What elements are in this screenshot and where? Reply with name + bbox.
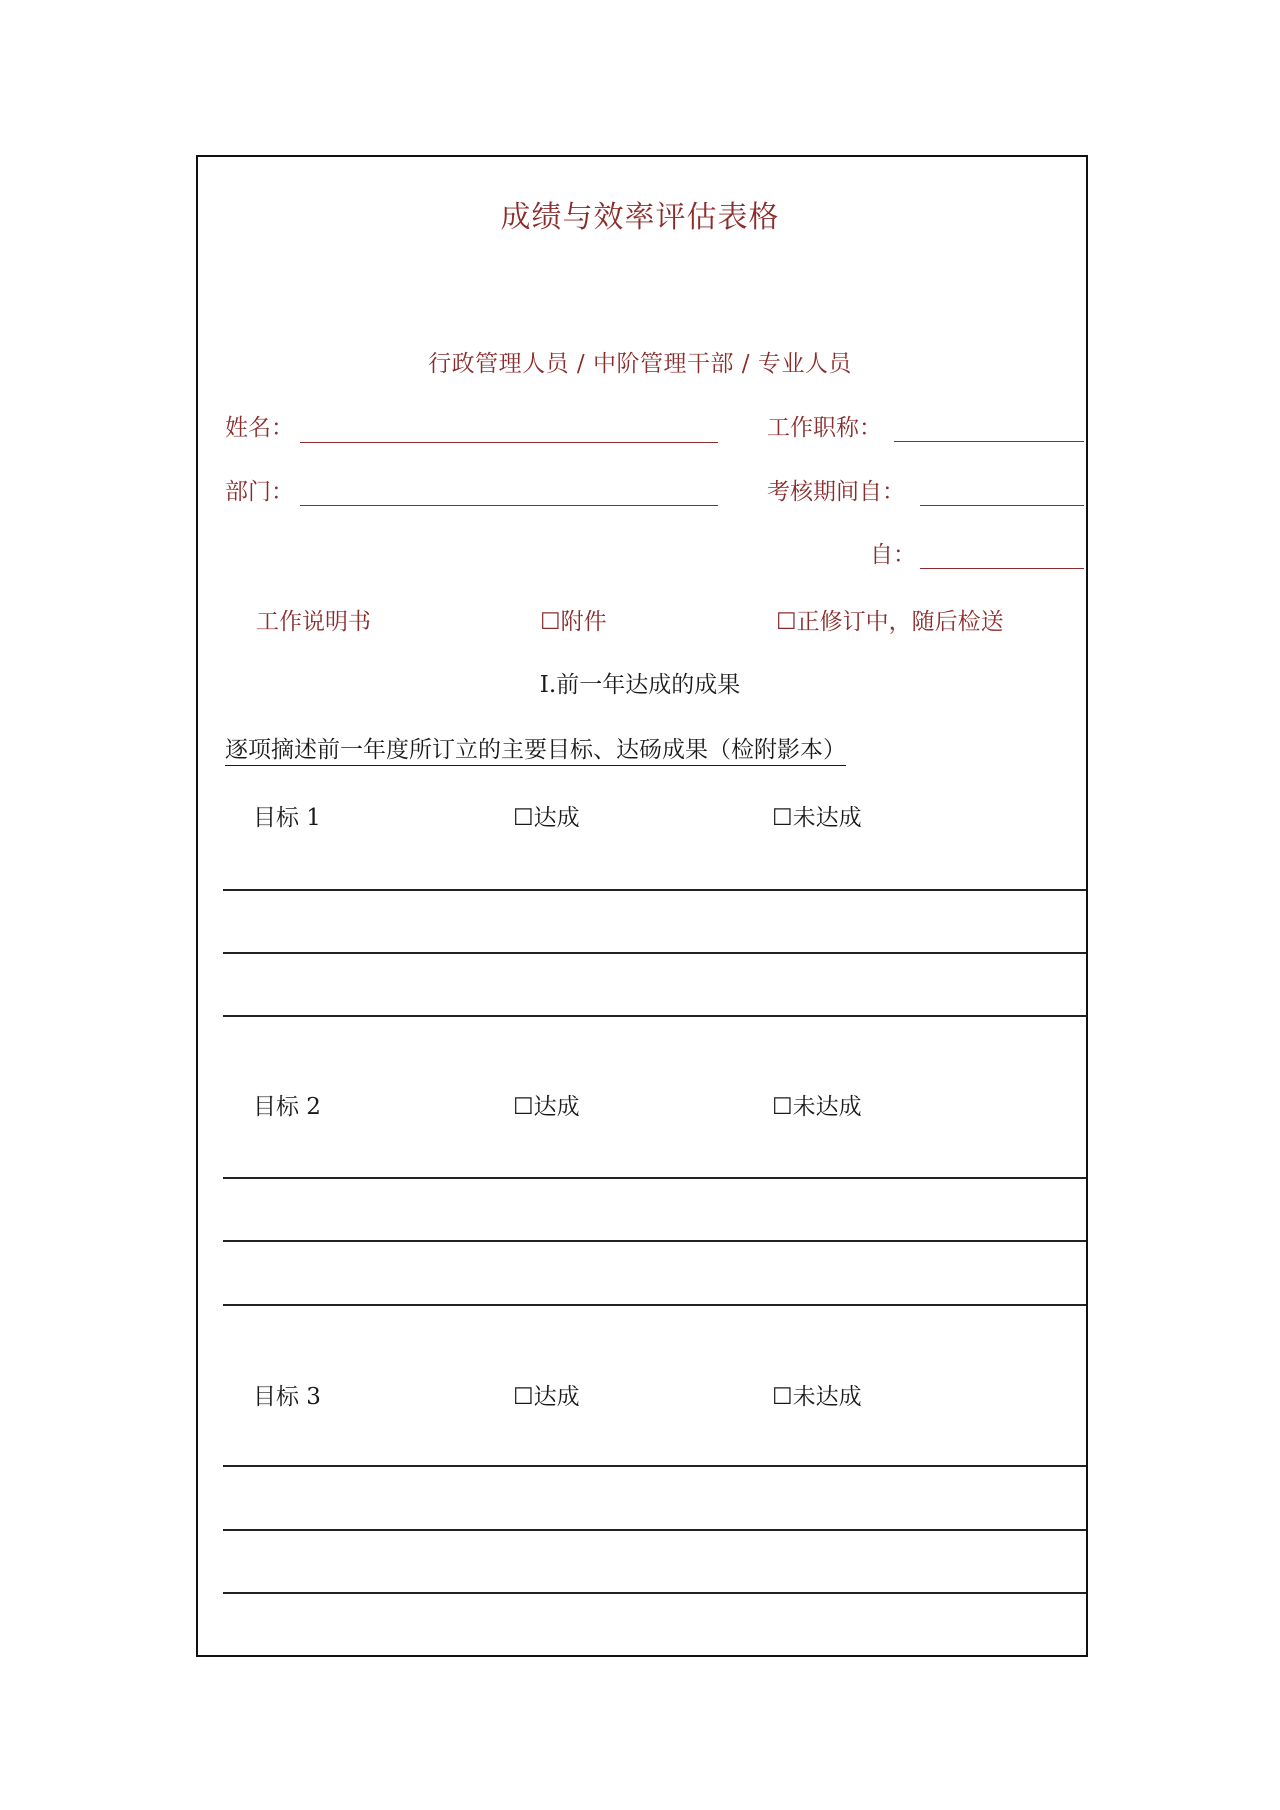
department-field[interactable] xyxy=(300,505,718,506)
attached-label: 附件 xyxy=(560,609,607,635)
goal-2-achieved-option[interactable] xyxy=(513,1092,580,1122)
job-description-label: 工作说明书 xyxy=(256,609,371,635)
goal-3-line-2[interactable] xyxy=(223,1529,1086,1531)
goal-1-line-3[interactable] xyxy=(223,1015,1086,1017)
achieved-label: 达成 xyxy=(533,805,580,831)
revising-option[interactable] xyxy=(776,607,1004,637)
goal-2-label: 目标 2 xyxy=(253,1094,321,1120)
goal-3-achieved-option[interactable] xyxy=(513,1382,580,1412)
goal-3-label: 目标 3 xyxy=(253,1384,321,1410)
period-from-field[interactable] xyxy=(920,505,1084,506)
form-border xyxy=(196,155,1088,1657)
section-heading: Ⅰ.前一年达成的成果 xyxy=(539,672,741,698)
goal-2-line-1[interactable] xyxy=(223,1177,1086,1179)
checkbox-icon[interactable]: ☐ xyxy=(513,805,534,831)
form-title: 成绩与效率评估表格 xyxy=(500,200,780,235)
name-label: 姓名： xyxy=(225,415,294,441)
checkbox-icon[interactable]: ☐ xyxy=(513,1094,534,1120)
job-title-field[interactable] xyxy=(894,441,1084,442)
name-field[interactable] xyxy=(300,442,718,443)
goal-1-achieved-option[interactable] xyxy=(513,803,580,833)
not-achieved-label: 未达成 xyxy=(792,805,862,831)
goal-3-not-achieved-option[interactable] xyxy=(772,1382,862,1412)
checkbox-icon[interactable]: ☐ xyxy=(772,1384,793,1410)
goal-2-not-achieved-option[interactable] xyxy=(772,1092,862,1122)
job-title-label: 工作职称： xyxy=(767,415,882,441)
form-subtitle: 行政管理人员 / 中阶管理干部 / 专业人员 xyxy=(428,351,852,377)
goal-1-not-achieved-option[interactable] xyxy=(772,803,862,833)
goal-3-line-3[interactable] xyxy=(223,1592,1086,1594)
achieved-label: 达成 xyxy=(533,1094,580,1120)
period-to-label: 自： xyxy=(870,542,916,568)
achieved-label: 达成 xyxy=(533,1384,580,1410)
period-from-label: 考核期间自： xyxy=(767,479,905,505)
revising-label: 正修订中，随后检送 xyxy=(796,609,1004,635)
period-to-field[interactable] xyxy=(920,568,1084,569)
checkbox-icon[interactable]: ☐ xyxy=(540,609,561,635)
goal-1-line-1[interactable] xyxy=(223,889,1086,891)
checkbox-icon[interactable]: ☐ xyxy=(513,1384,534,1410)
goal-2-line-3[interactable] xyxy=(223,1304,1086,1306)
section-instruction: 逐项摘述前一年度所订立的主要目标、达砀成果（检附影本） xyxy=(225,735,846,766)
checkbox-icon[interactable]: ☐ xyxy=(772,805,793,831)
goal-1-line-2[interactable] xyxy=(223,952,1086,954)
not-achieved-label: 未达成 xyxy=(792,1094,862,1120)
not-achieved-label: 未达成 xyxy=(792,1384,862,1410)
checkbox-icon[interactable]: ☐ xyxy=(772,1094,793,1120)
goal-1-label: 目标 1 xyxy=(253,805,321,831)
goal-2-line-2[interactable] xyxy=(223,1240,1086,1242)
goal-3-line-1[interactable] xyxy=(223,1465,1086,1467)
attached-option[interactable] xyxy=(540,607,607,637)
department-label: 部门： xyxy=(225,479,294,505)
checkbox-icon[interactable]: ☐ xyxy=(776,609,797,635)
